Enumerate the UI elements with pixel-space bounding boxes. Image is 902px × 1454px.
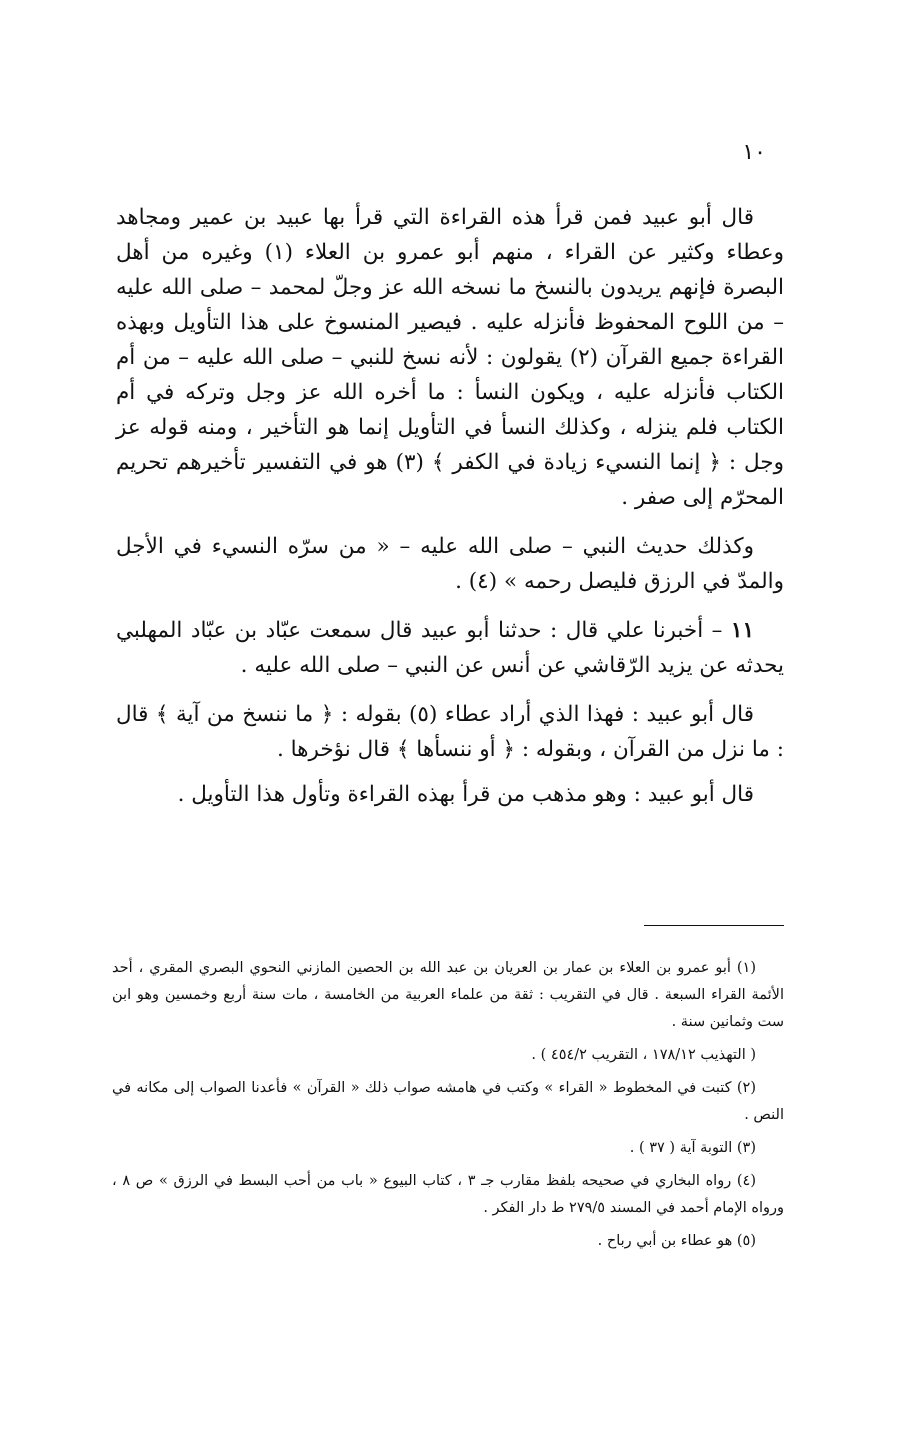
footnote-5: (٥) هو عطاء بن أبي رباح . (597, 1233, 756, 1249)
footnote-4: (٤) رواه البخاري في صحيحه بلفظ مقارب جـ ٣ ، كتاب البيوع « باب من أحب البسط في الرزق » ص ٨ ، ورواه الإمام أحمد في المسند ٢٧٩/٥ ط دار الفكر . (112, 1173, 784, 1216)
page-number: ١٠ (742, 140, 766, 165)
footnote-1-reference: ( التهذيب ١٧٨/١٢ ، التقريب ٤٥٤/٢ ) . (531, 1047, 756, 1063)
paragraph-2: وكذلك حديث النبي – صلى الله عليه – « من سرّه النسيء في الأجل والمدّ في الرزق فليصل رحمه » (٤) . (116, 534, 784, 594)
footnote-divider (644, 925, 784, 926)
paragraph-3-text: – أخبرنا علي قال : حدثنا أبو عبيد قال سمعت عبّاد بن عبّاد المهلبي يحدثه عن يزيد الرّقاشي عن أنس عن النبي – صلى الله عليه . (116, 618, 784, 678)
paragraph-3 (116, 613, 784, 683)
main-text (116, 200, 784, 826)
footnote-3: (٣) التوبة آية ( ٣٧ ) . (629, 1140, 756, 1156)
footnotes (112, 955, 784, 1261)
footnote-1: (١) أبو عمرو بن العلاء بن عمار بن العريان بن عبد الله بن الحصين المازني النحوي البصري المقري ، أحد الأئمة القراء السبعة . قال في التقريب : ثقة من علماء العربية من الخامسة ، مات سنة أربع وخمسين وهو ابن ست وثمانين سنة . (112, 960, 784, 1030)
hadith-number: ١١ (730, 618, 754, 643)
paragraph-4: قال أبو عبيد : فهذا الذي أراد عطاء (٥) بقوله : ﴿ ما ننسخ من آية ﴾ قال : ما نزل من القرآن ، وبقوله : ﴿ أو ننسأها ﴾ قال نؤخرها . (116, 702, 784, 762)
footnote-2: (٢) كتبت في المخطوط « القراء » وكتب في هامشه صواب ذلك « القرآن » فأعدنا الصواب إلى مكانه في النص . (112, 1080, 784, 1123)
paragraph-1: قال أبو عبيد فمن قرأ هذه القراءة التي قرأ بها عبيد بن عمير ومجاهد وعطاء وكثير عن القراء ، منهم أبو عمرو بن العلاء (١) وغيره من أهل البصرة فإنهم يريدون بالنسخ ما نسخه الله عز وجلّ لمحمد – صلى الله عليه – من اللوح المحفوظ فأنزله عليه . فيصير المنسوخ على هذا التأويل وبهذه القراءة جميع القرآن (٢) يقولون : لأنه نسخ للنبي – صلى الله عليه – من أم الكتاب فأنزله عليه ، ويكون النسأ : ما أخره الله عز وجل وتركه في أم الكتاب فلم ينزله ، وكذلك النسأ في التأويل إنما هو التأخير ، ومنه قوله عز وجل : ﴿ إنما النسيء زيادة في الكفر ﴾ (٣) هو في التفسير تأخيرهم تحريم المحرّم إلى صفر . (116, 205, 784, 510)
paragraph-5: قال أبو عبيد : وهو مذهب من قرأ بهذه القراءة وتأول هذا التأويل . (177, 782, 754, 807)
